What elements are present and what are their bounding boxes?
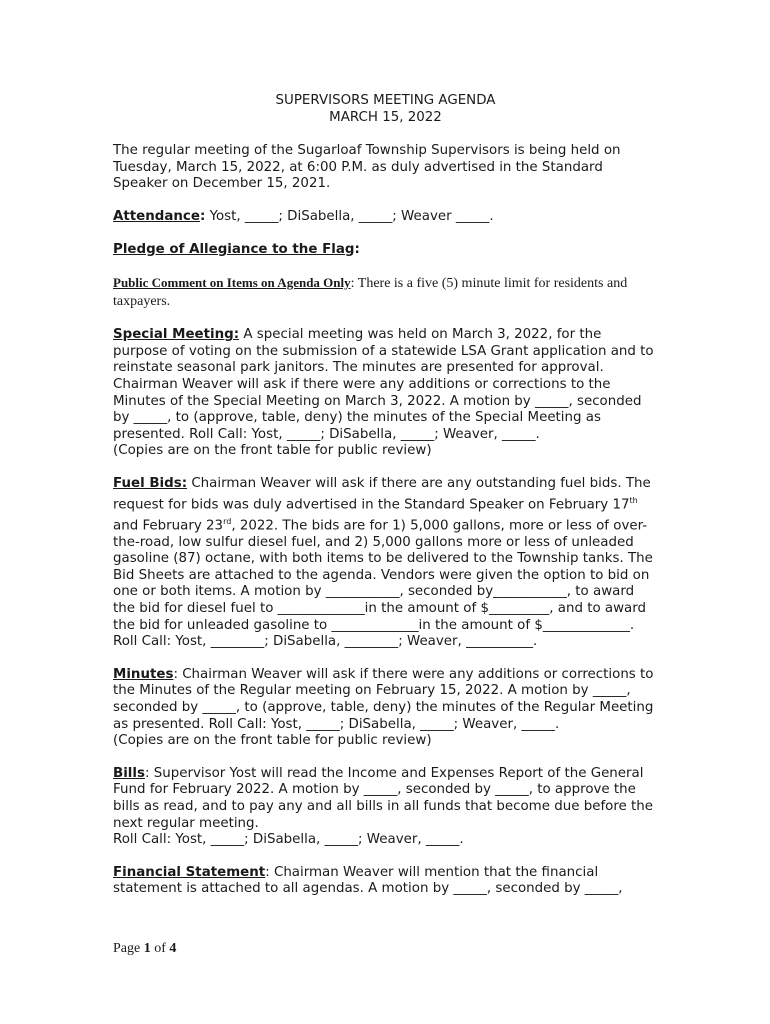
minutes-section bbox=[113, 667, 658, 750]
financial-statement-label: Financial Statement bbox=[113, 864, 266, 880]
agenda-title: SUPERVISORS MEETING AGENDA bbox=[275, 93, 496, 108]
agenda-date: MARCH 15, 2022 bbox=[329, 109, 442, 125]
fuel-bids-roll-call: Roll Call: Yost, ________; DiSabella, ________; Weaver, __________. bbox=[113, 634, 538, 650]
footer-page-number: 1 bbox=[143, 941, 151, 956]
minutes-text: : Chairman Weaver will ask if there were any additions or corrections to the Minutes of the Regular meeting on February 15, 2022. A motion by _____, seconded by _____, to (approve, table, deny) the minutes of the Regular Meeting as presented. Roll Call: Yost, _____; DiSabella, _____; Weaver, _____. bbox=[113, 666, 654, 732]
fuel-bids-section bbox=[113, 476, 658, 651]
public-comment-label: Public Comment on Items on Agenda Only bbox=[113, 275, 351, 291]
public-comment-text: : There is a five (5) minute limit for residents and taxpayers. bbox=[113, 276, 628, 310]
fuel-bids-sup-th: th bbox=[629, 495, 638, 505]
attendance-section: Attendance: Yost, _____; DiSabella, _____; Weaver _____. bbox=[113, 208, 494, 224]
special-meeting-section bbox=[113, 327, 658, 460]
special-meeting-text: A special meeting was held on March 3, 2022, for the purpose of voting on the submission of a statewide LSA Grant application and to reinstate seasonal park janitors. The minutes are presented for approval. Chairman Weaver will ask if there were any additions or corrections to the Minutes of the Special Meeting on March 3, 2022. A motion by _____, seconded by _____, to (approve, table, deny) the minutes of the Special Meeting as presented. Roll Call: Yost, _____; DiSabella, _____; Weaver, _____. bbox=[113, 327, 654, 442]
pledge-section bbox=[113, 242, 658, 259]
public-comment-section bbox=[113, 274, 658, 311]
fuel-bids-label: Fuel Bids: bbox=[113, 475, 188, 491]
financial-statement-section bbox=[113, 865, 658, 898]
bills-section bbox=[113, 766, 658, 849]
footer-page-word: Page bbox=[113, 941, 144, 956]
title-block bbox=[113, 93, 658, 126]
pledge-colon: : bbox=[354, 241, 360, 257]
minutes-note: (Copies are on the front table for public review) bbox=[113, 733, 432, 749]
minutes-label: Minutes bbox=[113, 666, 174, 682]
special-meeting-label: Special Meeting: bbox=[113, 327, 240, 343]
bills-text: : Supervisor Yost will read the Income and Expenses Report of the General Fund for February 2022. A motion by _____, seconded by _____, to approve the bills as read, and to pay any and all bills in all funds that become due before the next regular meeting. bbox=[113, 765, 654, 831]
attendance-label: Attendance bbox=[113, 208, 200, 224]
financial-statement-text: : Chairman Weaver will mention that the financial statement is attached to all agendas. A motion by _____, seconded by _____, bbox=[113, 864, 623, 897]
pledge-label: Pledge of Allegiance to the Flag bbox=[113, 241, 355, 257]
document-body bbox=[113, 93, 658, 914]
fuel-bids-text-a: Chairman Weaver will ask if there are any outstanding fuel bids. The request for bids was duly advertised in the Standard Speaker on February 17 bbox=[113, 475, 651, 512]
bills-roll-call: Roll Call: Yost, _____; DiSabella, _____; Weaver, _____. bbox=[113, 832, 464, 848]
footer-page-total: 4 bbox=[169, 941, 177, 956]
fuel-bids-text-c: , 2022. The bids are for 1) 5,000 gallons, more or less of over-the-road, low sulfur diesel fuel, and 2) 5,000 gallons more or less of unleaded gasoline (87) octane, with both items to be delivered to the Township tanks. The Bid Sheets are attached to the agenda. Vendors were given the option to bid on one or both items. A motion by ___________, seconded by___________, to award the bid for diesel fuel to _____________in the amount of $_________, and to award the bid for unleaded gasoline to _____________in the amount of $_____________. bbox=[113, 518, 653, 633]
attendance-text: Yost, _____; DiSabella, _____; Weaver _____. bbox=[205, 208, 494, 224]
page-footer bbox=[113, 941, 176, 957]
special-meeting-note: (Copies are on the front table for public review) bbox=[113, 443, 432, 459]
intro-paragraph: The regular meeting of the Sugarloaf Township Supervisors is being held on Tuesday, March 15, 2022, at 6:00 P.M. as duly advertised in the Standard Speaker on December 15, 2021. bbox=[113, 143, 621, 192]
bills-label: Bills bbox=[113, 765, 145, 781]
fuel-bids-text-b: and February 23 bbox=[113, 518, 224, 534]
footer-of-word: of bbox=[150, 941, 170, 956]
fuel-bids-sup-rd: rd bbox=[223, 516, 232, 526]
